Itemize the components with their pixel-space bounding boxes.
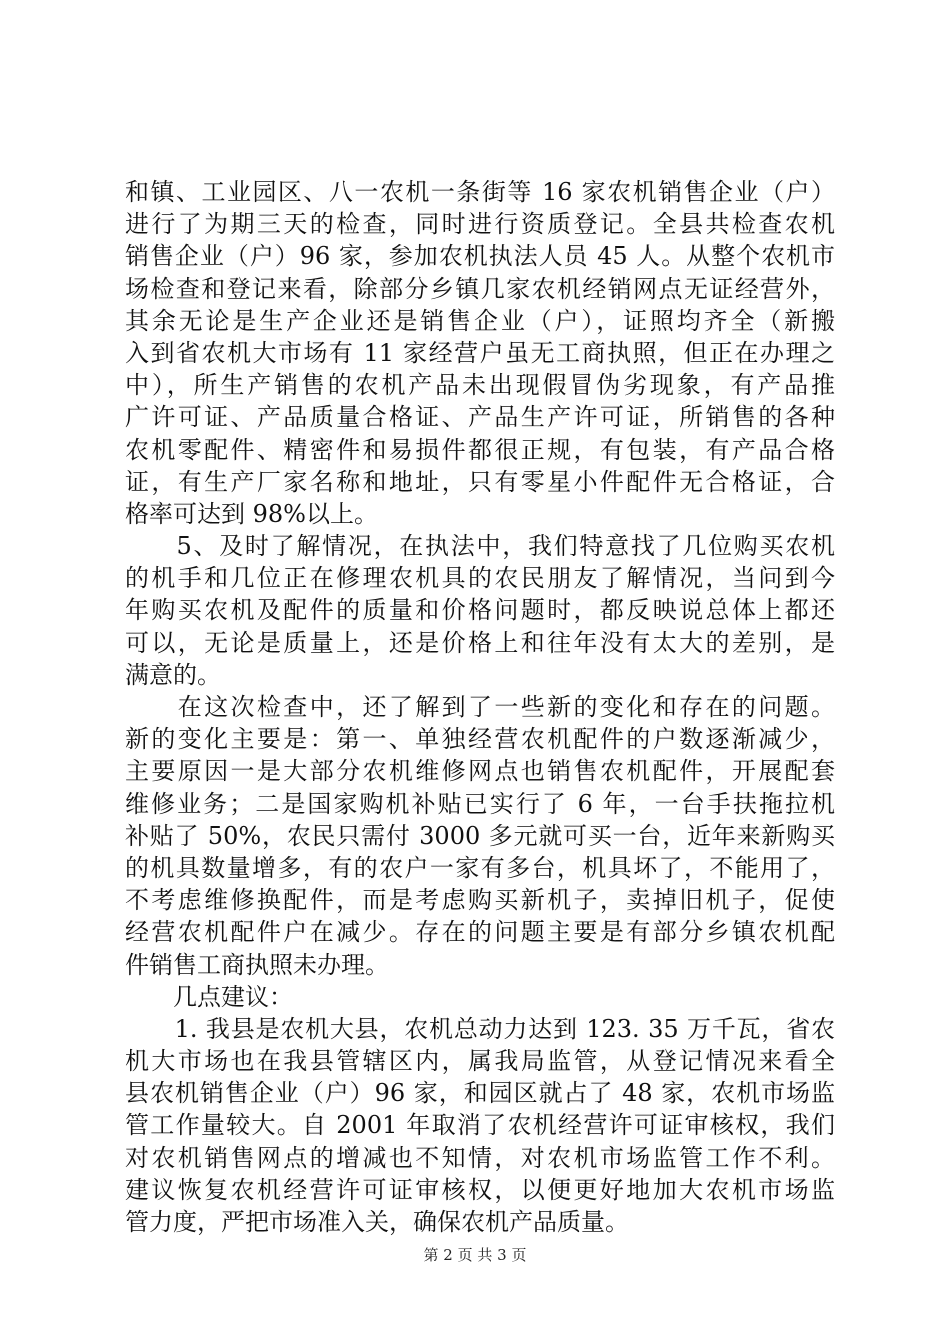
text-line: 管力度，严把市场准入关，确保农机产品质量。 xyxy=(125,1208,629,1236)
page-footer: 第 2 页 共 3 页 xyxy=(423,1246,527,1264)
text-line: 农机零配件、精密件和易损件都很正规，有包装，有产品合格 xyxy=(125,435,835,464)
text-line: 对农机销售网点的增减也不知情，对农机市场监管工作不利。 xyxy=(125,1143,835,1172)
text-line: 建议恢复农机经营许可证审核权，以便更好地加大农机市场监 xyxy=(125,1175,835,1204)
text-line: 机大市场也在我县管辖区内，属我局监管，从登记情况来看全 xyxy=(125,1047,835,1076)
text-line: 入到省农机大市场有 11 家经营户虽无工商执照，但正在办理之 xyxy=(125,338,835,367)
text-line: 销售企业（户）96 家，参加农机执法人员 45 人。从整个农机市 xyxy=(125,242,835,271)
text-line: 广许可证、产品质量合格证、产品生产许可证，所销售的各种 xyxy=(125,403,835,432)
text-line: 件销售工商执照未办理。 xyxy=(125,950,389,979)
body-text xyxy=(125,176,835,1238)
text-line: 经营农机配件户在减少。存在的问题主要是有部分乡镇农机配 xyxy=(125,918,835,947)
text-line: 格率可达到 98%以上。 xyxy=(125,499,378,528)
text-line: 进行了为期三天的检查，同时进行资质登记。全县共检查农机 xyxy=(125,210,835,239)
text-line: 证，有生产厂家名称和地址，只有零星小件配件无合格证，合 xyxy=(125,467,835,496)
text-line: 1. 我县是农机大县，农机总动力达到 123. 35 万千瓦，省农 xyxy=(125,1014,835,1043)
text-line: 的机手和几位正在修理农机具的农民朋友了解情况，当问到今 xyxy=(125,564,835,593)
text-line: 年购买农机及配件的质量和价格问题时，都反映说总体上都还 xyxy=(125,596,835,625)
text-line: 可以，无论是质量上，还是价格上和往年没有太大的差别，是 xyxy=(125,628,835,657)
text-line: 场检查和登记来看，除部分乡镇几家农机经销网点无证经营外， xyxy=(125,274,835,303)
text-line: 县农机销售企业（户）96 家，和园区就占了 48 家，农机市场监 xyxy=(125,1079,835,1108)
text-line: 的机具数量增多，有的农户一家有多台，机具坏了，不能用了， xyxy=(125,853,835,882)
text-line: 和镇、工业园区、八一农机一条街等 16 家农机销售企业（户） xyxy=(125,178,835,206)
text-line: 在这次检查中，还了解到了一些新的变化和存在的问题。 xyxy=(125,693,835,721)
text-line: 管工作量较大。自 2001 年取消了农机经营许可证审核权，我们 xyxy=(125,1111,835,1140)
text-line: 主要原因一是大部分农机维修网点也销售农机配件，开展配套 xyxy=(125,757,835,786)
text-line: 维修业务；二是国家购机补贴已实行了 6 年，一台手扶拖拉机 xyxy=(125,789,835,818)
text-line: 5、及时了解情况，在执法中，我们特意找了几位购买农机 xyxy=(125,532,835,561)
text-line: 满意的。 xyxy=(125,660,221,689)
text-line: 新的变化主要是：第一、单独经营农机配件的户数逐渐减少， xyxy=(125,725,835,754)
text-line: 补贴了 50%，农民只需付 3000 多元就可买一台，近年来新购买 xyxy=(125,821,835,850)
text-line: 几点建议： xyxy=(125,982,293,1011)
text-line: 其余无论是生产企业还是销售企业（户），证照均齐全（新搬 xyxy=(125,306,835,335)
text-line: 中），所生产销售的农机产品未出现假冒伪劣现象，有产品推 xyxy=(125,371,835,400)
text-line: 不考虑维修换配件，而是考虑购买新机子，卖掉旧机子，促使 xyxy=(125,886,835,915)
